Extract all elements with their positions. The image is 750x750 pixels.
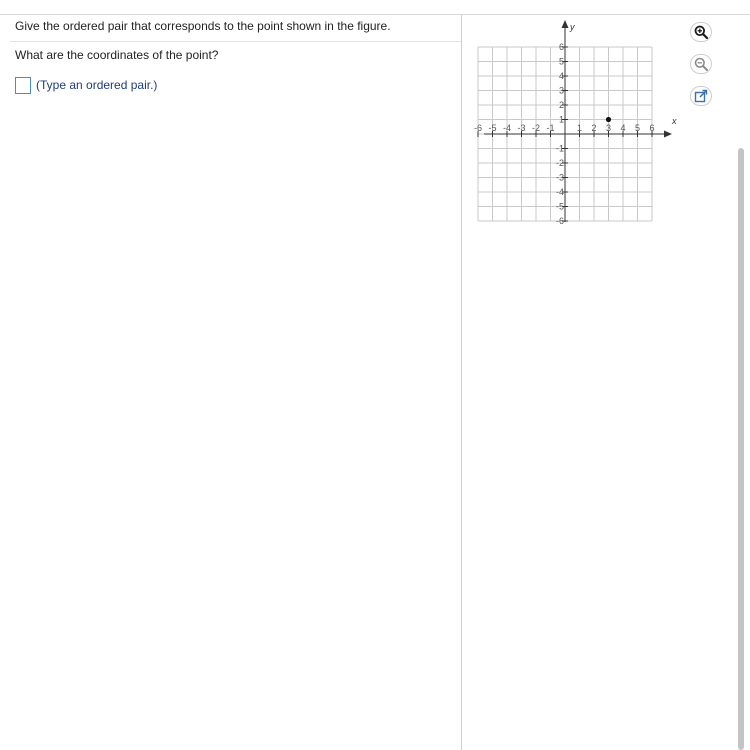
x-axis-arrow [664, 131, 672, 138]
y-axis-arrow [562, 20, 569, 28]
x-tick-label: 5 [634, 123, 641, 133]
y-axis-label: y [570, 22, 575, 32]
coordinate-graph [473, 18, 678, 230]
pane-divider [461, 15, 462, 750]
zoom-in-icon [694, 25, 708, 39]
x-tick-label: 3 [605, 123, 612, 133]
x-tick-label: 1 [576, 123, 583, 133]
question-text: What are the coordinates of the point? [15, 48, 219, 62]
y-tick-label: 1 [558, 114, 564, 125]
y-tick-label: 6 [558, 42, 564, 52]
zoom-out-icon [694, 57, 708, 71]
popout-icon [694, 89, 708, 103]
y-tick-label: -1 [555, 143, 564, 154]
x-tick-label: -4 [502, 123, 512, 133]
y-tick-label: 2 [558, 100, 564, 110]
x-tick-label: -1 [546, 123, 555, 133]
zoom-in-button[interactable] [690, 22, 712, 42]
y-tick-label: -6 [555, 216, 564, 226]
answer-hint: (Type an ordered pair.) [36, 78, 158, 92]
y-tick-label: 3 [558, 85, 564, 96]
x-tick-label: 4 [620, 123, 626, 133]
y-tick-label: 5 [558, 56, 564, 67]
instruction-divider [10, 41, 461, 42]
x-tick-label: -5 [488, 123, 497, 133]
plotted-point [606, 117, 611, 122]
instruction-text: Give the ordered pair that corresponds to the point shown in the figure. [15, 19, 391, 33]
zoom-out-button[interactable] [690, 54, 712, 74]
x-tick-label: 2 [591, 123, 597, 133]
x-tick-label: 6 [649, 123, 655, 133]
plotted-point-layer [606, 117, 611, 122]
vertical-scrollbar[interactable] [738, 148, 744, 750]
popout-button[interactable] [690, 86, 712, 106]
answer-input[interactable] [15, 77, 31, 94]
y-tick-label: -3 [555, 172, 564, 183]
x-tick-label: -2 [531, 123, 541, 133]
x-axis-label: x [672, 116, 677, 126]
x-tick-label: -3 [517, 123, 526, 133]
y-tick-label: -5 [555, 201, 564, 212]
question-pane [0, 15, 461, 750]
y-tick-label: -4 [555, 187, 564, 197]
y-tick-label: 4 [558, 71, 564, 81]
x-tick-label: -6 [473, 123, 483, 133]
y-tick-label: -2 [555, 158, 564, 168]
